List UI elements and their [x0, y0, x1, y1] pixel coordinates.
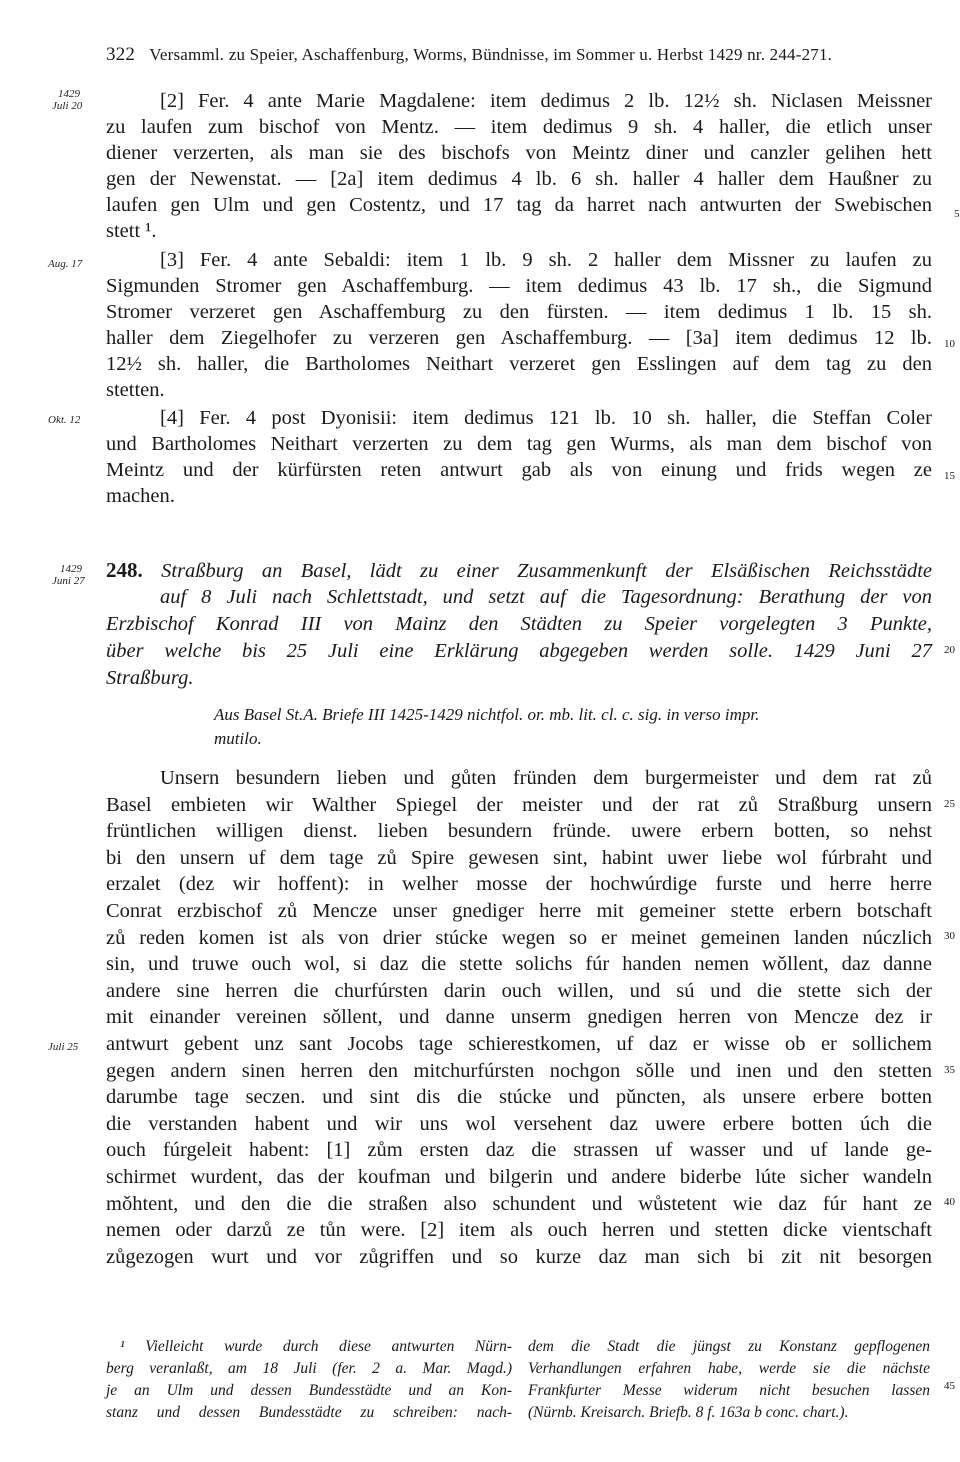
margin-note-date — [52, 88, 82, 112]
margin-year: 1429 — [60, 563, 82, 575]
footnote-line: je an Ulm und dessen Bundesstädte und an Kon- — [106, 1382, 512, 1399]
line-number: 30 — [944, 930, 955, 942]
margin-date: Juli 20 — [52, 100, 83, 112]
text-line: Conrat erzbischof zů Mencze unser gnediger herre mit gemeiner stette erbern botschaft — [106, 900, 932, 922]
heading-text: Straßburg an Basel, lädt zu einer Zusammenkunft der Elsäßischen Reichsstädte — [161, 560, 933, 582]
line-number: 40 — [944, 1196, 955, 1208]
margin-date: Juni 27 — [52, 575, 85, 587]
source-note — [214, 703, 930, 751]
text-line: nemen oder darzů ze tůn were. [2] item als ouch herren und stetten dicke vientschaft — [106, 1219, 932, 1242]
text-line: schirmet wurdent, das der koufman und bilgerin und andere biderbe lúte sicher wandeln — [106, 1166, 932, 1188]
margin-year: 1429 — [58, 88, 80, 100]
line-number: 15 — [944, 470, 955, 482]
text-line: antwurt gebent unz sant Jocobs tage schierestkomen, uf daz er wisse ob er sollichem — [106, 1033, 932, 1055]
line-number: 25 — [944, 798, 955, 810]
footnote-line: stanz und dessen Bundesstädte zu schreiben: nach- — [106, 1404, 512, 1421]
text-line: andere sine herren die churfúrsten darin ouch willen, und sú und die stette sich der — [106, 979, 932, 1002]
heading-line: Erzbischof Konrad III von Mainz den Städten zu Speier vorgelegten 3 Punkte, — [106, 613, 932, 635]
document-number: 248. — [106, 558, 143, 582]
heading-line: auf 8 Juli nach Schlettstadt, und setzt auf die Tagesordnung: Berathung der von — [160, 586, 932, 608]
text-line: stetten. — [106, 379, 165, 401]
text-line: Unsern besundern lieben und gůten fründen dem burgermeister und dem rat zů — [160, 767, 932, 789]
text-line: haller dem Ziegelhofer zu verzeren gen Aschaffemburg. — [3a] item dedimus 12 lb. — [106, 327, 932, 349]
text-line: laufen gen Ulm und gen Costentz, und 17 tag da harret nach antwurten der Swebischen — [106, 194, 932, 216]
line-number: 20 — [944, 644, 955, 656]
text-line: gegen andern sinen herren den mitchurfúrsten nochgon sǒlle und inen und den stetten — [106, 1059, 932, 1082]
source-line: Aus Basel St.A. Briefe III 1425-1429 nichtfol. or. mb. lit. cl. c. sig. in verso impr. — [214, 705, 760, 724]
text-line: Stromer verzeret gen Aschaffemburg zu den fürsten. — item dedimus 1 lb. 15 sh. — [106, 301, 932, 323]
text-line: zu laufen zum bischof von Mentz. — item dedimus 9 sh. 4 haller, die etlich unser — [106, 116, 932, 138]
text-line: sin, und truwe ouch wol, si daz die stette solichs fúr handen nemen wǒllent, daz danne — [106, 953, 932, 976]
text-line: Sigmunden Stromer gen Aschaffemburg. — item dedimus 43 lb. 17 sh., die Sigmund — [106, 275, 932, 297]
text-line: bi den unsern uf dem tage zů Spire gewesen sint, habint uwer liebe wol fúrbraht und — [106, 846, 932, 869]
heading-line: über welche bis 25 Juli eine Erklärung abgegeben werden solle. 1429 Juni 27 — [106, 640, 932, 662]
text-line: zů reden komen ist als von drier stúcke wegen so er meinet gemeinen landen núczlich — [106, 926, 932, 949]
text-line: erzalet (dez wir hoffent): in welher mosse der hochwúrdige furste und herre herre — [106, 873, 932, 896]
text-line: [3] Fer. 4 ante Sebaldi: item 1 lb. 9 sh. 2 haller dem Missner zu laufen zu — [160, 249, 932, 271]
text-line: machen. — [106, 485, 175, 507]
margin-note-date: Juli 25 — [48, 1041, 79, 1053]
footnote-line: berg veranlaßt, am 18 Juli (fer. 2 a. Mar. Magd.) — [106, 1360, 512, 1377]
text-line: diener verzerten, als man sie des bischofs von Meintz diner und canzler gelihen hett — [106, 142, 932, 164]
line-number: 10 — [944, 338, 955, 350]
text-line: [4] Fer. 4 post Dyonisii: item dedimus 121 lb. 10 sh. haller, die Steffan Coler — [160, 407, 932, 429]
heading-line — [106, 556, 932, 584]
text-line: und Bartholomes Neithart verzerten zu dem tag gen Wurms, als man dem bischof von — [106, 433, 932, 455]
heading-line: Straßburg. — [106, 667, 194, 689]
text-line: zůgezogen wurt und vor zůgriffen und so kurze daz man sich bi zit nit besorgen — [106, 1245, 932, 1268]
margin-note-date — [52, 563, 85, 587]
line-number: 45 — [944, 1380, 955, 1392]
footnote-line: ¹ Vielleicht wurde durch diese antwurten Nürn- — [120, 1338, 512, 1355]
text-line: stett ¹. — [106, 220, 157, 242]
footnote-line: Verhandlungen erfahren habe, werde sie die nächste — [528, 1360, 930, 1377]
source-line: mutilo. — [214, 729, 262, 748]
text-line: 12½ sh. haller, die Bartholomes Neithart verzeret gen Esslingen auf dem tag zu den — [106, 353, 932, 375]
text-line: [2] Fer. 4 ante Marie Magdalene: item dedimus 2 lb. 12½ sh. Niclasen Meissner — [160, 90, 932, 112]
running-title: Versamml. zu Speier, Aschaffenburg, Worms, Bündnisse, im Sommer u. Herbst 1429 nr. 244-271. — [149, 45, 833, 64]
line-number: 35 — [944, 1064, 955, 1076]
text-line: gen der Newenstat. — [2a] item dedimus 4 lb. 6 sh. haller 4 haller dem Haußner zu — [106, 168, 932, 190]
text-line: darumbe tage seczen. und sint dis die stúcke und pǔncten, als unsere erbere botten — [106, 1086, 932, 1109]
text-line: ouch fúrgeleit habent: [1] zům ersten daz die strassen uf wasser und uf lande ge- — [106, 1139, 932, 1162]
line-number: 5 — [954, 208, 960, 220]
page-number: 322 — [106, 44, 136, 65]
text-line: Meintz und der kürfürsten reten antwurt gab als von einung und frids wegen ze — [106, 459, 932, 481]
text-line: die verstanden habent und wir uns wol versehent daz uwere erbere botten úch die — [106, 1112, 932, 1135]
margin-note-date: Okt. 12 — [48, 414, 81, 426]
text-line: früntlichen willigen dienst. lieben besundern fründe. uwere erbern botten, so nehst — [106, 820, 932, 843]
footnote-line: Frankfurter Messe widerum nicht besuchen lassen — [528, 1382, 930, 1399]
text-line: mit einander vereinen sǒllent, und danne unserm gnedigen herren von Mencze dez ir — [106, 1006, 932, 1029]
text-line: Basel embieten wir Walther Spiegel der meister und der rat zů Straßburg unsern — [106, 793, 932, 816]
footnote-line: dem die Stadt die jüngst zu Konstanz gepflogenen — [528, 1338, 930, 1355]
footnote-line: (Nürnb. Kreisarch. Briefb. 8 f. 163a b conc. chart.). — [528, 1404, 849, 1421]
running-header — [106, 44, 926, 66]
margin-note-date: Aug. 17 — [48, 258, 83, 270]
text-line: mǒhtent, und den die die straßen also schundent und wůstetent wie daz fúr hant ze — [106, 1192, 932, 1215]
